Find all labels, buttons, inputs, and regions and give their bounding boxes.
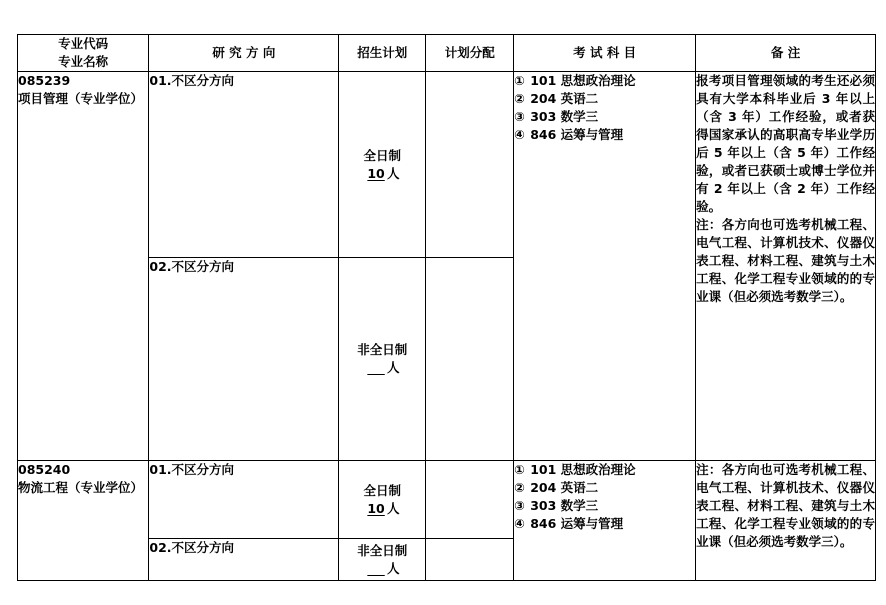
remark-note: 注：各方向也可选考机械工程、电气工程、计算机技术、仪器仪表工程、材料工程、建筑与土木工程、化学工程专业领域的的专业课（但必须选考数学三）。 <box>696 217 875 304</box>
remark-note: 注：各方向也可选考机械工程、电气工程、计算机技术、仪器仪表工程、材料工程、建筑与土木工程、化学工程专业领域的的专业课（但必须选考数学三）。 <box>696 462 875 549</box>
study-mode: 全日制 <box>363 147 402 163</box>
header-remarks: 备 注 <box>696 35 876 72</box>
plan-allocation-cell <box>426 461 514 539</box>
enrollment-unit: 人 <box>387 560 400 576</box>
exam-subject-item: ③ 303 数学三 <box>514 498 599 513</box>
header-exam-subjects: 考 试 科 目 <box>514 35 696 72</box>
header-direction: 研 究 方 向 <box>149 35 339 72</box>
enrollment-count <box>365 359 387 377</box>
exam-subjects-cell <box>514 72 696 461</box>
major-name: 项目管理（专业学位） <box>18 91 144 106</box>
direction-label: 01.不区分方向 <box>149 461 339 539</box>
direction-label: 02.不区分方向 <box>149 539 339 581</box>
header-plan-allocation: 计划分配 <box>426 35 514 72</box>
major-name: 物流工程（专业学位） <box>18 480 144 495</box>
enrollment-unit: 人 <box>387 165 400 181</box>
exam-subject-item: ① 101 思想政治理论 <box>514 73 636 88</box>
remark-paragraph: 报考项目管理领域的考生还必须具有大学本科毕业后 3 年以上（含 3 年）工作经验，或者获得国家承认的高职高专毕业学历后 5 年以上（含 5 年）工作经验，或者已获硕士或博士学位并有 2 年以上（含 2 年）工作经验。 <box>696 73 875 214</box>
header-code-name <box>18 35 149 72</box>
enrollment-plan-cell <box>339 461 426 539</box>
major-code-name <box>18 461 149 581</box>
exam-subject-item: ④ 846 运筹与管理 <box>514 127 624 142</box>
header-code-label: 专业代码 <box>58 36 109 51</box>
exam-subjects-cell <box>514 461 696 581</box>
header-row <box>18 35 876 72</box>
enrollment-unit: 人 <box>387 500 400 516</box>
study-mode: 非全日制 <box>357 542 408 558</box>
header-enrollment-plan: 招生计划 <box>339 35 426 72</box>
enrollment-plan-cell <box>339 539 426 581</box>
remarks-cell <box>696 72 876 461</box>
study-mode: 全日制 <box>363 482 402 498</box>
exam-subject-item: ① 101 思想政治理论 <box>514 462 636 477</box>
enrollment-table <box>17 34 876 581</box>
direction-label: 02.不区分方向 <box>149 258 339 461</box>
remarks-cell <box>696 461 876 581</box>
study-mode: 非全日制 <box>357 342 408 357</box>
enrollment-count: 10 <box>367 165 385 181</box>
major-code-name <box>18 72 149 461</box>
exam-subject-item: ② 204 英语二 <box>514 91 599 106</box>
table-row <box>18 72 876 258</box>
enrollment-plan-cell <box>339 72 426 258</box>
enrollment-unit: 人 <box>387 360 400 375</box>
enrollment-plan-cell <box>339 258 426 461</box>
direction-label: 01.不区分方向 <box>149 72 339 258</box>
table-row <box>18 461 876 539</box>
plan-allocation-cell <box>426 258 514 461</box>
enrollment-count: 10 <box>367 500 385 516</box>
exam-subject-item: ② 204 英语二 <box>514 480 599 495</box>
major-code: 085240 <box>18 462 71 477</box>
exam-subject-item: ③ 303 数学三 <box>514 109 599 124</box>
plan-allocation-cell <box>426 539 514 581</box>
exam-subject-item: ④ 846 运筹与管理 <box>514 516 624 531</box>
plan-allocation-cell <box>426 72 514 258</box>
header-name-label: 专业名称 <box>58 54 109 69</box>
major-code: 085239 <box>18 73 71 88</box>
enrollment-count <box>365 560 387 578</box>
